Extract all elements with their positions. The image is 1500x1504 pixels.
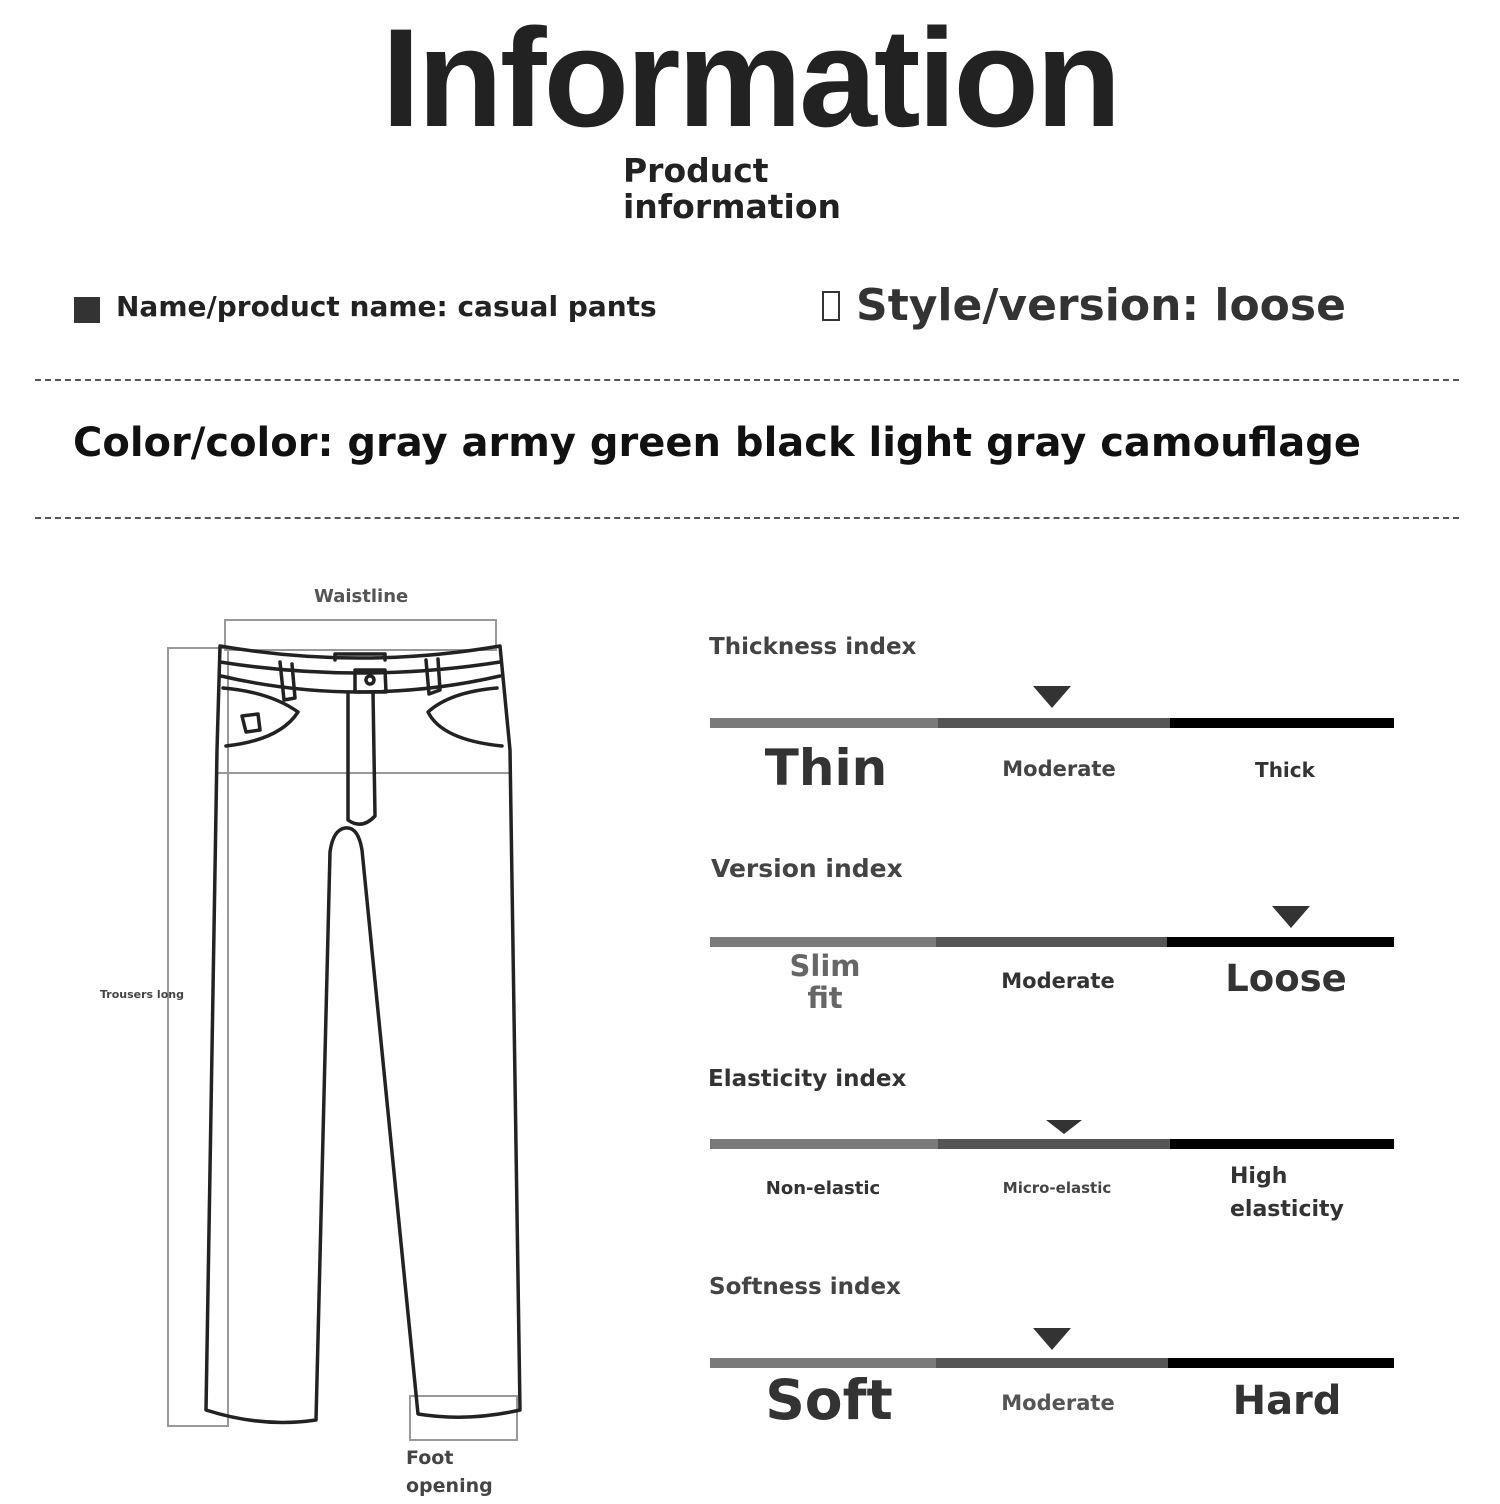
dashed-divider bbox=[35, 517, 1459, 519]
selection-marker-icon bbox=[1272, 906, 1310, 928]
scale-title: Softness index bbox=[709, 1274, 901, 1300]
trousers-long-label: Trousers long bbox=[100, 988, 184, 1001]
scale-option: Loose bbox=[1225, 957, 1347, 1000]
scale-option: Moderate bbox=[1001, 969, 1115, 993]
scale-title: Version index bbox=[711, 854, 903, 883]
foot-opening-line-1: Foot bbox=[406, 1447, 454, 1469]
scale-option: Thin bbox=[764, 739, 888, 797]
scale-option: Non-elastic bbox=[765, 1178, 881, 1199]
product-color-text: Color/color: gray army green black light gray camouflage bbox=[73, 420, 1361, 466]
scale-option: High elasticity bbox=[1230, 1164, 1344, 1222]
bar-segment-mid bbox=[936, 937, 1167, 947]
bar-segment-light bbox=[710, 718, 938, 728]
scale-option: Moderate bbox=[1002, 757, 1116, 781]
bar-segment-dark bbox=[1170, 1139, 1394, 1149]
scale-title: Thickness index bbox=[709, 634, 917, 660]
scale-option: Hard bbox=[1232, 1378, 1342, 1424]
selection-marker-icon bbox=[1046, 1120, 1082, 1134]
selection-marker-icon bbox=[1033, 1328, 1071, 1350]
product-style-text: Style/version: loose bbox=[856, 280, 1346, 331]
scale-option: Micro-elastic bbox=[1002, 1179, 1112, 1197]
missing-glyph-icon bbox=[822, 291, 840, 321]
subtitle-line-1: Product bbox=[623, 151, 769, 190]
subtitle-line-2: information bbox=[623, 187, 842, 226]
bar-segment-light bbox=[710, 937, 936, 947]
bar-segment-dark bbox=[1167, 937, 1394, 947]
selection-marker-icon bbox=[1033, 686, 1071, 708]
scale-elasticity bbox=[708, 1066, 1398, 1246]
scale-option: Thick bbox=[1255, 758, 1315, 782]
scale-option: Moderate bbox=[1001, 1391, 1115, 1415]
waistline-label: Waistline bbox=[314, 586, 409, 607]
bar-segment-mid bbox=[938, 718, 1170, 728]
bar-segment-mid bbox=[938, 1139, 1170, 1149]
bar-segment-light bbox=[710, 1358, 936, 1368]
foot-opening-label bbox=[406, 1444, 493, 1500]
product-name-row bbox=[74, 290, 657, 323]
bar-segment-light bbox=[710, 1139, 938, 1149]
scale-title: Elasticity index bbox=[708, 1066, 907, 1092]
bar-segment-mid bbox=[936, 1358, 1168, 1368]
page-title: Information bbox=[381, 0, 1119, 156]
scale-softness bbox=[709, 1274, 1399, 1454]
pants-diagram bbox=[90, 580, 550, 1504]
scale-thickness bbox=[709, 634, 1399, 814]
scale-option: Soft bbox=[765, 1368, 893, 1432]
product-name-text: Name/product name: casual pants bbox=[116, 290, 657, 323]
scale-option: Slim fit bbox=[789, 949, 861, 1015]
bar-segment-dark bbox=[1170, 718, 1394, 728]
pants-outline bbox=[90, 580, 550, 1500]
product-style-row bbox=[822, 280, 1346, 331]
scale-version bbox=[709, 854, 1399, 1034]
foot-opening-line-2: opening bbox=[406, 1475, 493, 1497]
dashed-divider bbox=[35, 379, 1459, 381]
square-bullet-icon bbox=[74, 297, 100, 323]
bar-segment-dark bbox=[1168, 1358, 1394, 1368]
page-subtitle bbox=[623, 153, 841, 225]
